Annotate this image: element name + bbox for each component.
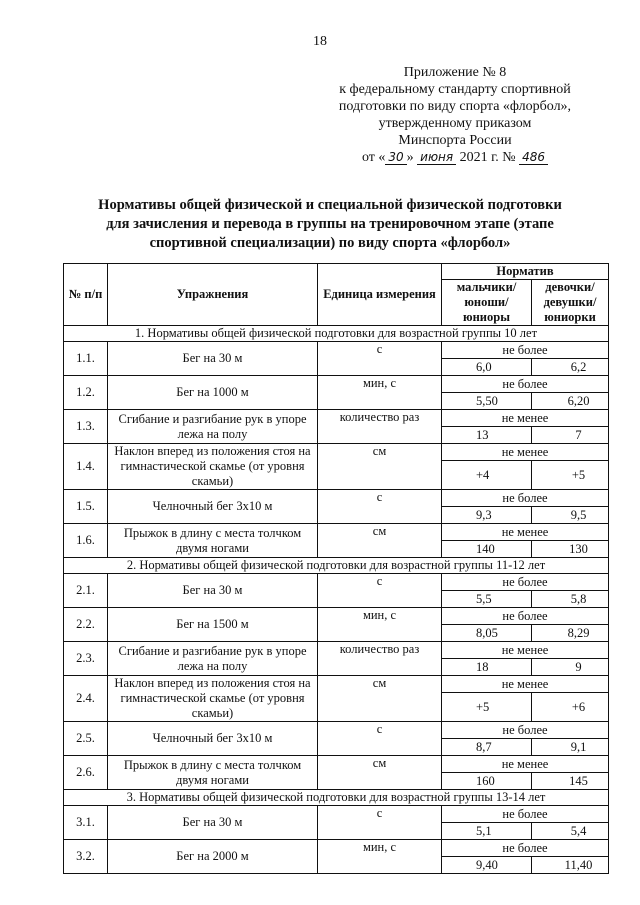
value-boys: 140: [442, 541, 532, 558]
section-row: [64, 790, 609, 806]
document-title: [40, 196, 620, 253]
row-number: 1.2.: [64, 376, 108, 410]
table-row: [64, 342, 609, 359]
value-girls: 11,40: [532, 857, 609, 874]
value-boys: 8,05: [442, 625, 532, 642]
row-number: 2.5.: [64, 722, 108, 756]
table-row: [64, 410, 609, 427]
value-girls: +6: [532, 693, 609, 722]
date-prefix: от «: [361, 150, 386, 165]
exercise-name: Челночный бег 3х10 м: [108, 490, 318, 524]
norm-condition: не более: [442, 574, 609, 591]
value-girls: 6,2: [532, 359, 609, 376]
value-boys: 13: [442, 427, 532, 444]
section-title: 3. Нормативы общей физической подготовки для возрастной группы 13-14 лет: [64, 790, 609, 806]
exercise-name: Бег на 2000 м: [108, 840, 318, 874]
row-number: 2.6.: [64, 756, 108, 790]
unit-of-measure: см: [318, 676, 442, 722]
title-line: Нормативы общей физической и специальной физической подготовки: [98, 197, 562, 213]
section-title: 1. Нормативы общей физической подготовки для возрастной группы 10 лет: [64, 326, 609, 342]
value-girls: 130: [532, 541, 609, 558]
header-num: № п/п: [64, 264, 108, 326]
row-number: 2.3.: [64, 642, 108, 676]
unit-of-measure: см: [318, 756, 442, 790]
norm-condition: не более: [442, 608, 609, 625]
section-row: [64, 558, 609, 574]
section-row: [64, 326, 609, 342]
appendix-title: Приложение № 8: [403, 65, 507, 80]
page-number: 18: [313, 34, 327, 49]
section-title: 2. Нормативы общей физической подготовки для возрастной группы 11-12 лет: [64, 558, 609, 574]
value-boys: 5,5: [442, 591, 532, 608]
value-girls: 6,20: [532, 393, 609, 410]
value-boys: 9,40: [442, 857, 532, 874]
appendix-line: подготовки по виду спорта «флорбол»,: [338, 99, 572, 114]
table-row: [64, 376, 609, 393]
unit-of-measure: см: [318, 524, 442, 558]
unit-of-measure: с: [318, 490, 442, 524]
row-number: 2.2.: [64, 608, 108, 642]
exercise-name: Прыжок в длину с места толчком двумя ногами: [108, 524, 318, 558]
unit-of-measure: количество раз: [318, 410, 442, 444]
header-exercise: Упражнения: [108, 264, 318, 326]
norm-condition: не более: [442, 342, 609, 359]
value-boys: +5: [442, 693, 532, 722]
row-number: 2.1.: [64, 574, 108, 608]
norm-condition: не более: [442, 490, 609, 507]
header-norm: Норматив: [442, 264, 609, 280]
norm-condition: не менее: [442, 444, 609, 461]
table-row: [64, 756, 609, 773]
appendix-line: к федеральному стандарту спортивной: [339, 82, 571, 97]
value-boys: 8,7: [442, 739, 532, 756]
value-boys: +4: [442, 461, 532, 490]
row-number: 1.1.: [64, 342, 108, 376]
header-unit: Единица измерения: [318, 264, 442, 326]
value-girls: 8,29: [532, 625, 609, 642]
unit-of-measure: количество раз: [318, 642, 442, 676]
header-boys: мальчики/ юноши/ юниоры: [442, 280, 532, 326]
norm-condition: не менее: [442, 524, 609, 541]
table-row: [64, 840, 609, 857]
standards-table: [63, 263, 609, 874]
row-number: 3.2.: [64, 840, 108, 874]
table-row: [64, 490, 609, 507]
exercise-name: Челночный бег 3х10 м: [108, 722, 318, 756]
value-boys: 5,50: [442, 393, 532, 410]
date-year: 2021 г. №: [459, 150, 516, 165]
norm-condition: не более: [442, 840, 609, 857]
table-row: [64, 574, 609, 591]
row-number: 1.5.: [64, 490, 108, 524]
value-girls: 5,4: [532, 823, 609, 840]
table-row: [64, 642, 609, 659]
norm-condition: не более: [442, 806, 609, 823]
unit-of-measure: с: [318, 342, 442, 376]
row-number: 1.6.: [64, 524, 108, 558]
exercise-name: Прыжок в длину с места толчком двумя ногами: [108, 756, 318, 790]
appendix-line: Минспорта России: [398, 133, 512, 148]
value-boys: 9,3: [442, 507, 532, 524]
handwritten-month: июня: [417, 150, 456, 165]
date-mid: »: [406, 150, 414, 165]
norm-condition: не менее: [442, 676, 609, 693]
handwritten-day: 30: [385, 150, 406, 165]
exercise-name: Сгибание и разгибание рук в упоре лежа на полу: [108, 410, 318, 444]
unit-of-measure: см: [318, 444, 442, 490]
table-row: [64, 524, 609, 541]
unit-of-measure: с: [318, 722, 442, 756]
norm-condition: не менее: [442, 756, 609, 773]
value-boys: 6,0: [442, 359, 532, 376]
appendix-line: утвержденному приказом: [378, 116, 532, 131]
exercise-name: Бег на 30 м: [108, 806, 318, 840]
value-boys: 5,1: [442, 823, 532, 840]
table-row: [64, 806, 609, 823]
table-row: [64, 608, 609, 625]
exercise-name: Бег на 30 м: [108, 342, 318, 376]
value-boys: 160: [442, 773, 532, 790]
unit-of-measure: мин, с: [318, 608, 442, 642]
exercise-name: Наклон вперед из положения стоя на гимнастической скамье (от уровня скамьи): [108, 676, 318, 722]
row-number: 2.4.: [64, 676, 108, 722]
value-girls: 7: [532, 427, 609, 444]
row-number: 3.1.: [64, 806, 108, 840]
norm-condition: не более: [442, 376, 609, 393]
value-girls: 9,5: [532, 507, 609, 524]
exercise-name: Бег на 1500 м: [108, 608, 318, 642]
exercise-name: Бег на 1000 м: [108, 376, 318, 410]
handwritten-order-number: 486: [519, 150, 548, 165]
unit-of-measure: мин, с: [318, 840, 442, 874]
unit-of-measure: с: [318, 574, 442, 608]
table-row: [64, 676, 609, 693]
norm-condition: не более: [442, 722, 609, 739]
value-girls: 5,8: [532, 591, 609, 608]
appendix-header: [300, 64, 610, 166]
header-girls: девочки/ девушки/ юниорки: [532, 280, 609, 326]
table-row: [64, 444, 609, 461]
value-girls: 9,1: [532, 739, 609, 756]
value-girls: +5: [532, 461, 609, 490]
unit-of-measure: с: [318, 806, 442, 840]
value-boys: 18: [442, 659, 532, 676]
exercise-name: Наклон вперед из положения стоя на гимнастической скамье (от уровня скамьи): [108, 444, 318, 490]
title-line: спортивной специализации) по виду спорта «флорбол»: [149, 235, 511, 251]
order-date-line: [300, 149, 610, 166]
exercise-name: Сгибание и разгибание рук в упоре лежа на полу: [108, 642, 318, 676]
table-row: [64, 722, 609, 739]
norm-condition: не менее: [442, 410, 609, 427]
value-girls: 9: [532, 659, 609, 676]
unit-of-measure: мин, с: [318, 376, 442, 410]
row-number: 1.4.: [64, 444, 108, 490]
row-number: 1.3.: [64, 410, 108, 444]
value-girls: 145: [532, 773, 609, 790]
title-line: для зачисления и перевода в группы на тренировочном этапе (этапе: [106, 216, 554, 232]
exercise-name: Бег на 30 м: [108, 574, 318, 608]
norm-condition: не менее: [442, 642, 609, 659]
